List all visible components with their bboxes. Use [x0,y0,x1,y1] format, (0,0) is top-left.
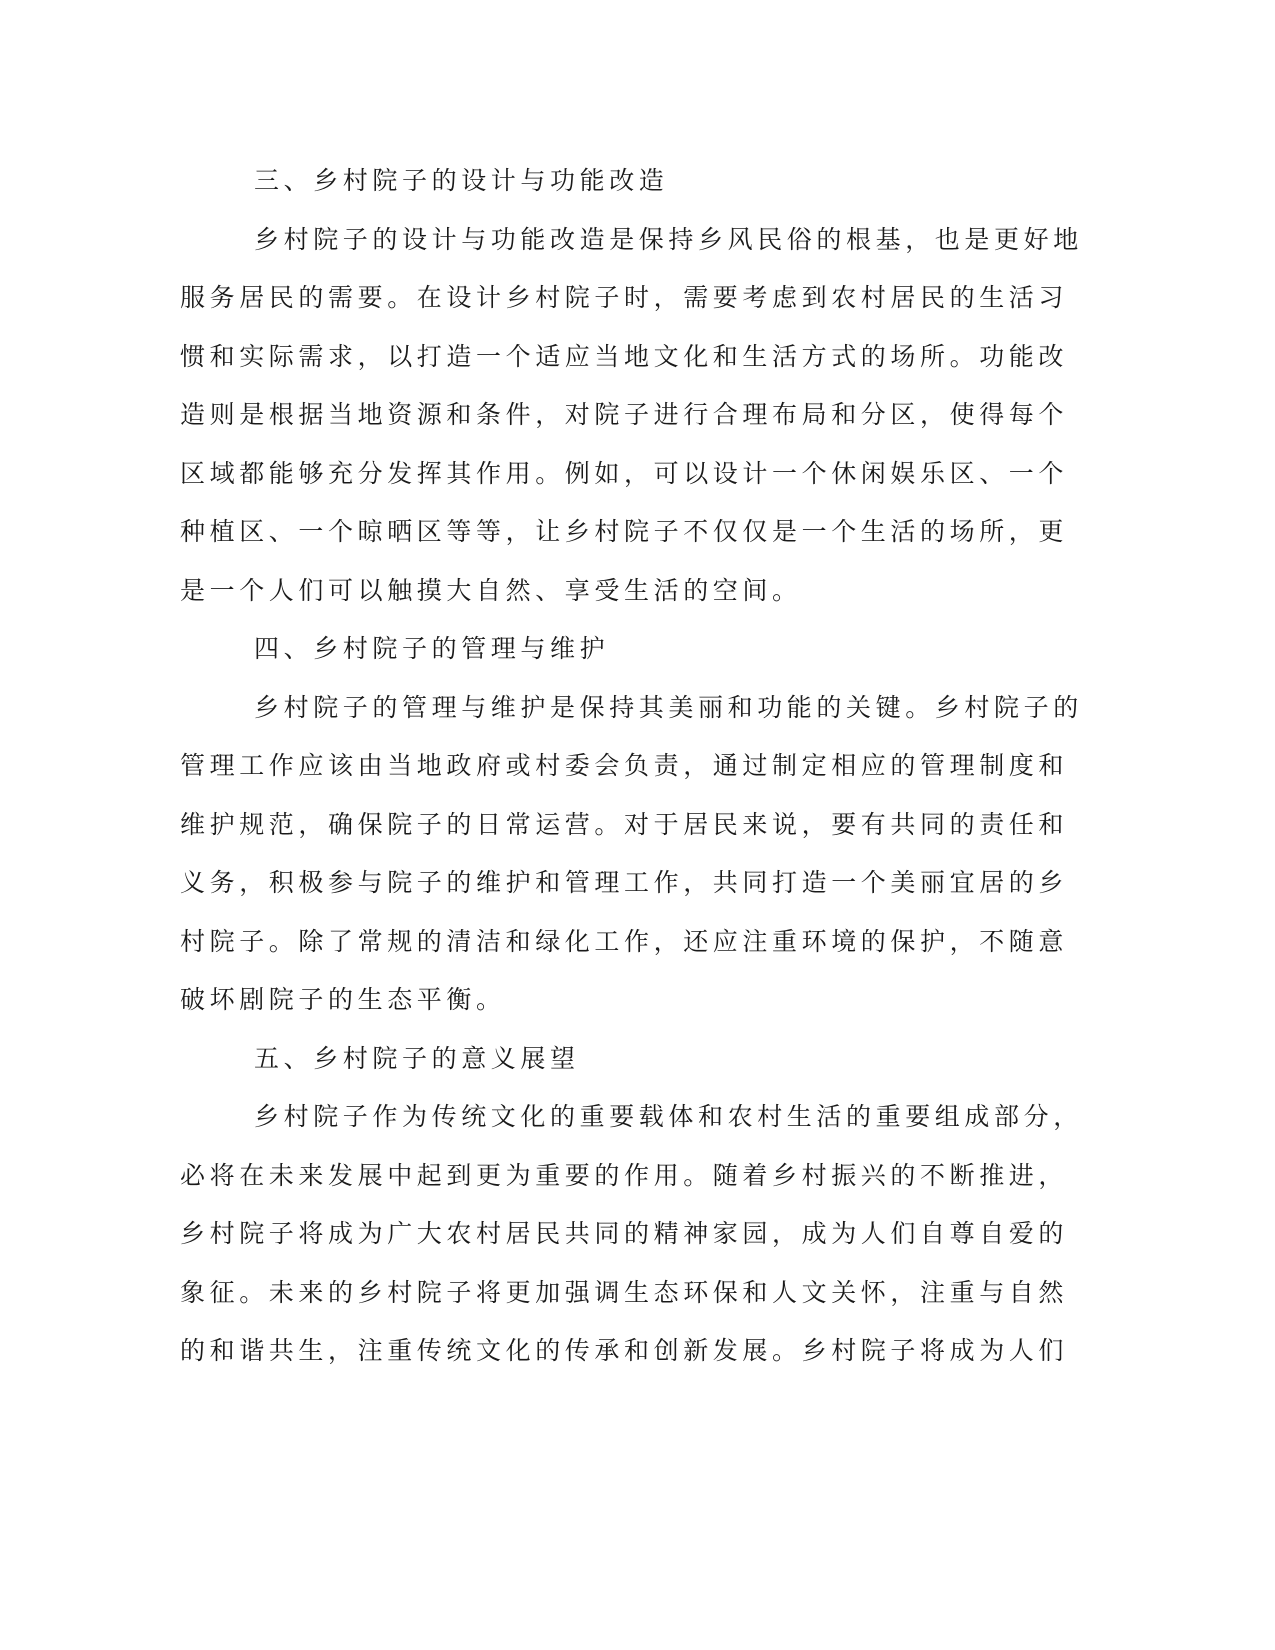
paragraph-line: 乡村院子的管理与维护是保持其美丽和功能的关键。乡村院子的 [254,692,1083,722]
paragraph-line: 维护规范，确保院子的日常运营。对于居民来说，要有共同的责任和 [180,809,1069,839]
document-body [180,152,1083,1381]
paragraph-line: 造则是根据当地资源和条件，对院子进行合理布局和分区，使得每个 [180,400,1069,429]
paragraph-line: 惯和实际需求，以打造一个适应当地文化和生活方式的场所。功能改 [180,341,1069,371]
paragraph-line: 义务，积极参与院子的维护和管理工作，共同打造一个美丽宜居的乡 [180,868,1069,897]
paragraph-line: 破坏剧院子的生态平衡。 [180,985,506,1014]
paragraph-line: 乡村院子的设计与功能改造是保持乡风民俗的根基，也是更好地 [254,224,1083,254]
paragraph-line: 服务居民的需要。在设计乡村院子时，需要考虑到农村居民的生活习 [180,283,1069,312]
paragraph-line: 管理工作应该由当地政府或村委会负责，通过制定相应的管理制度和 [180,751,1069,780]
paragraph-line: 必将在未来发展中起到更为重要的作用。随着乡村振兴的不断推进， [180,1160,1069,1190]
section-heading-4: 四、乡村院子的管理与维护 [254,634,610,663]
paragraph-line: 乡村院子将成为广大农村居民共同的精神家园，成为人们自尊自爱的 [180,1219,1069,1248]
paragraph-line: 种植区、一个晾晒区等等，让乡村院子不仅仅是一个生活的场所，更 [180,517,1069,546]
section-heading-3: 三、乡村院子的设计与功能改造 [254,166,669,195]
paragraph-line: 是一个人们可以触摸大自然、享受生活的空间。 [180,575,802,605]
paragraph-line: 象征。未来的乡村院子将更加强调生态环保和人文关怀，注重与自然 [180,1277,1069,1307]
paragraph-line: 区域都能够充分发挥其作用。例如，可以设计一个休闲娱乐区、一个 [180,458,1069,488]
paragraph-line: 乡村院子作为传统文化的重要载体和农村生活的重要组成部分， [254,1102,1083,1131]
paragraph-line: 的和谐共生，注重传统文化的传承和创新发展。乡村院子将成为人们 [180,1336,1069,1365]
section-heading-5: 五、乡村院子的意义展望 [254,1043,580,1073]
paragraph-line: 村院子。除了常规的清洁和绿化工作，还应注重环境的保护，不随意 [180,926,1069,956]
